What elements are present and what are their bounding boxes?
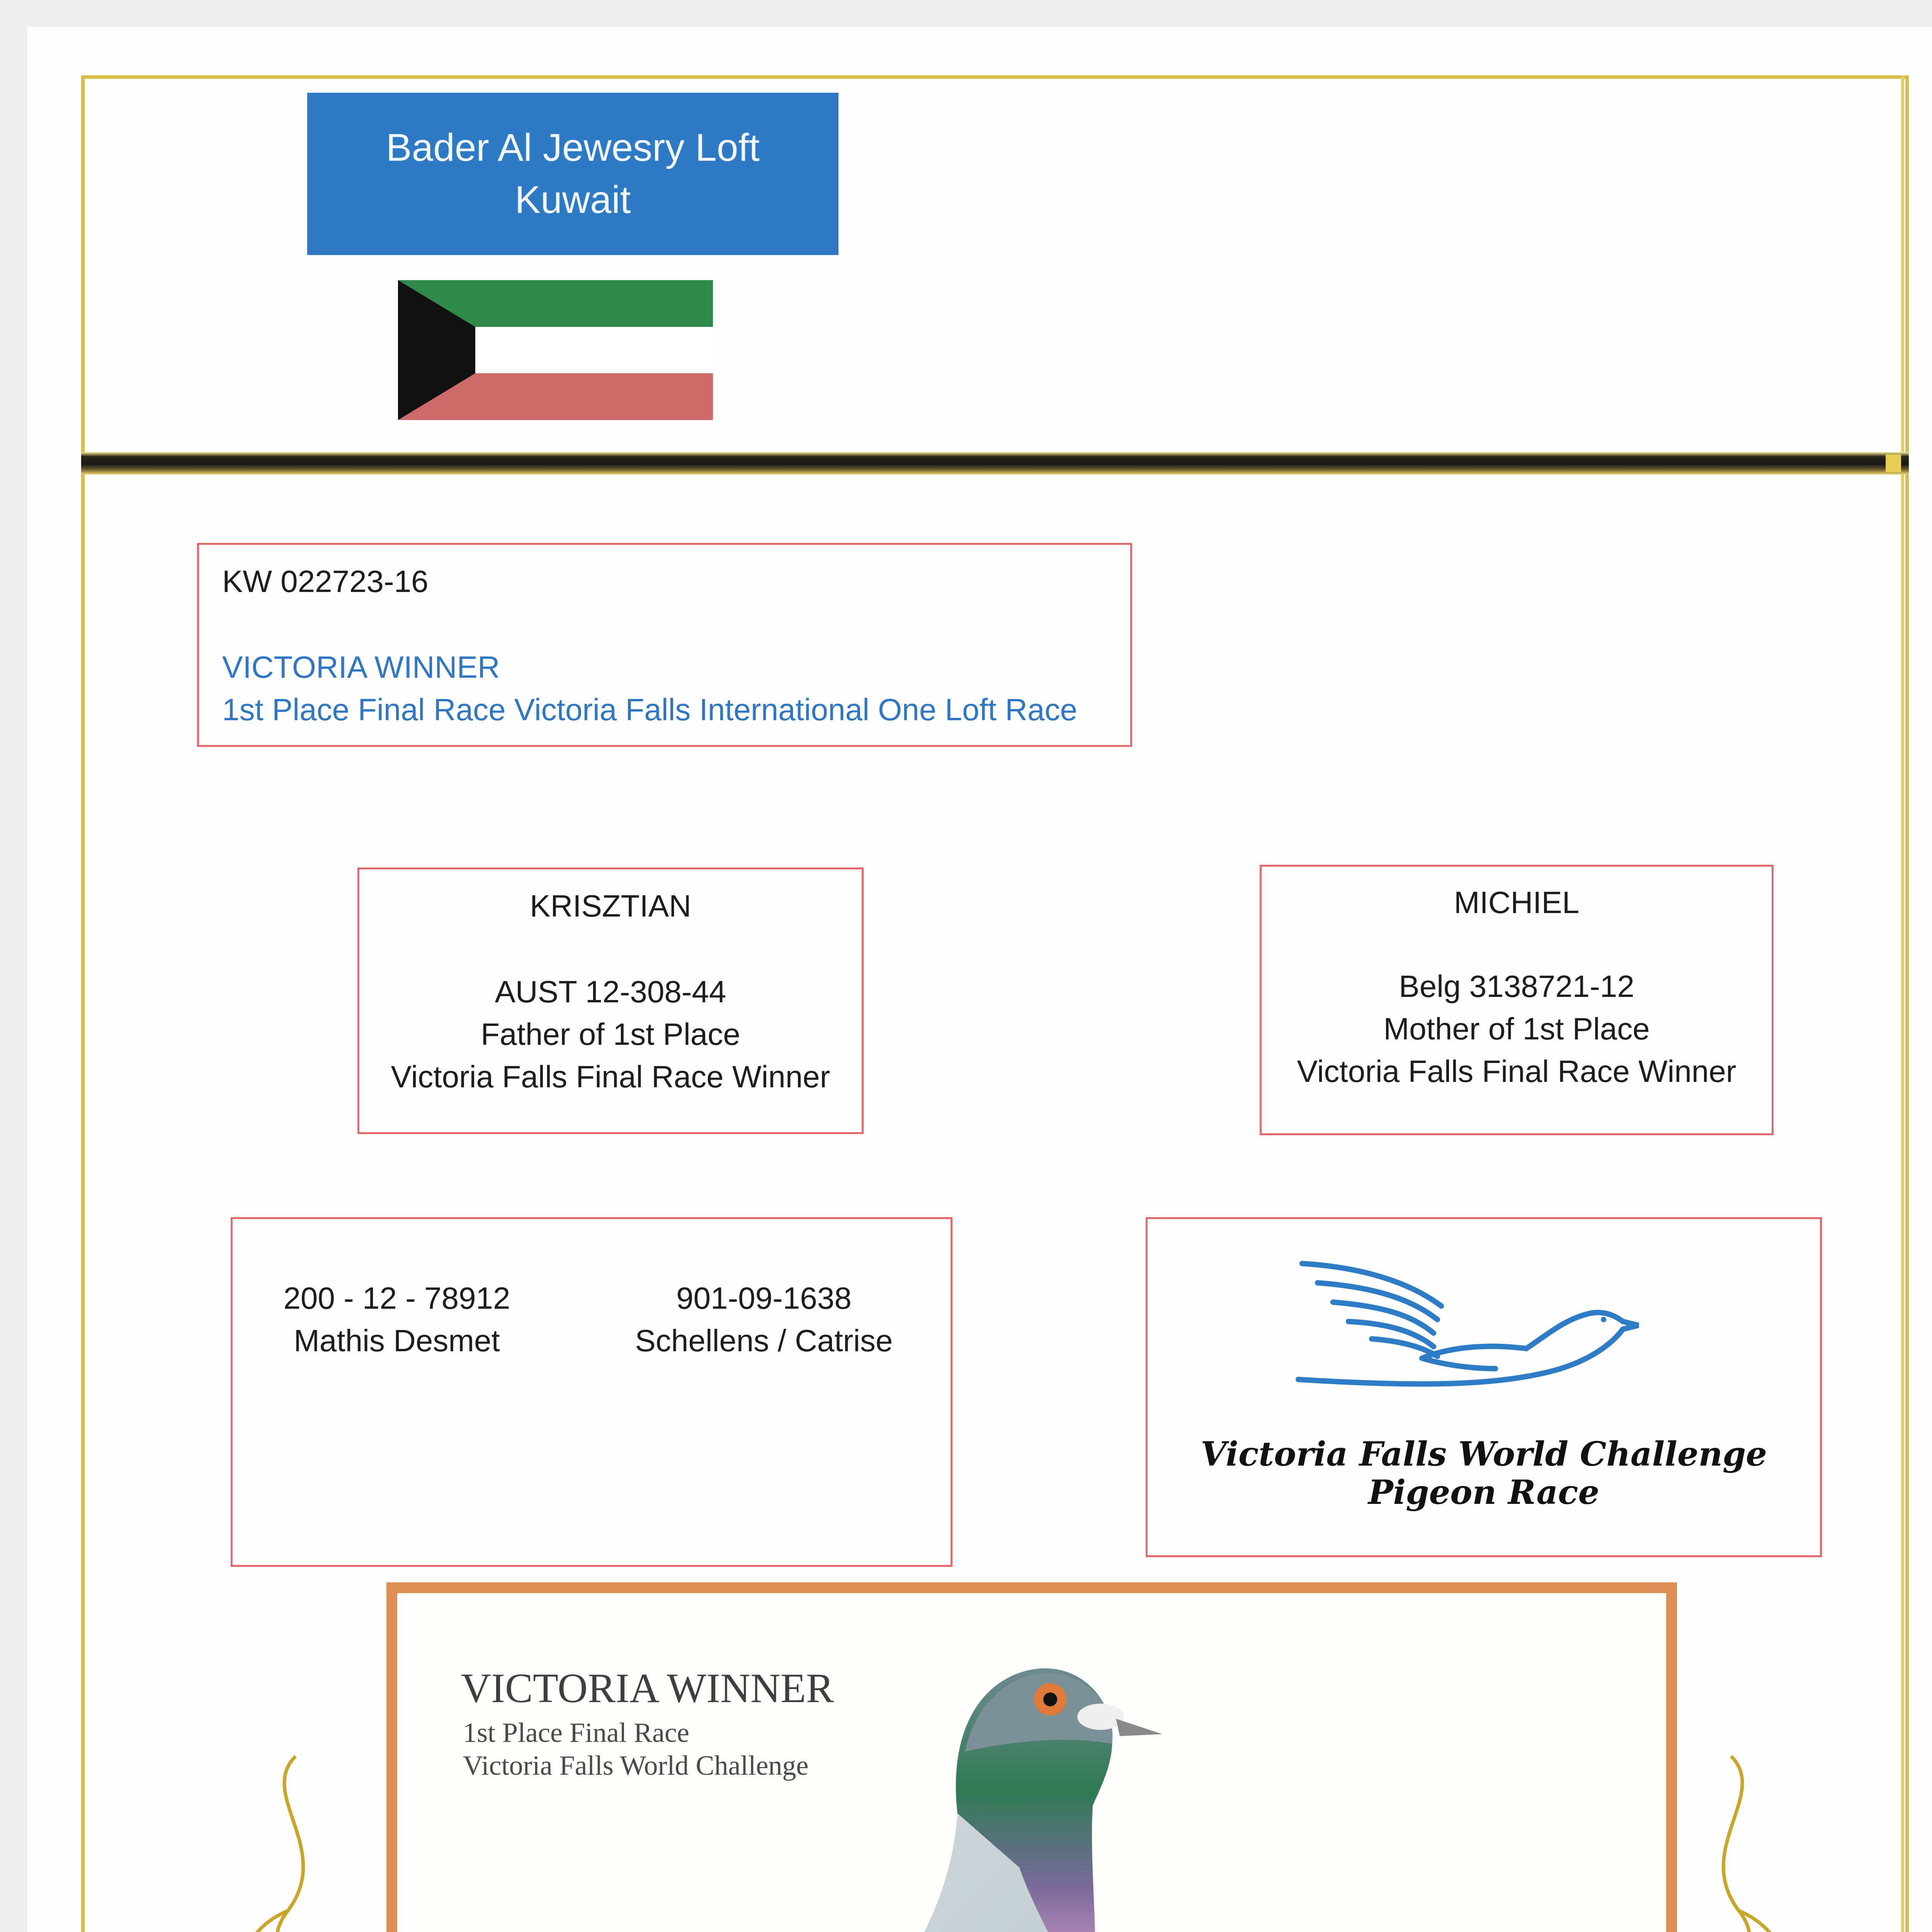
sire-name: KRISZTIAN — [530, 889, 691, 923]
right-scroll-ornament-icon — [1677, 1748, 1816, 1932]
dam-ring: Belg 3138721-12 — [1399, 969, 1634, 1003]
divider-gold-cap — [1886, 454, 1901, 472]
ancestor-2-ring: 901-09-1638 — [676, 1281, 852, 1315]
race-logo-line2: Pigeon Race — [1368, 1473, 1600, 1512]
main-bird-achievement: 1st Place Final Race Victoria Falls International One Loft Race — [222, 692, 1077, 727]
photo-line2: Victoria Falls World Challenge — [463, 1750, 809, 1781]
ancestor-1-ring: 200 - 12 - 78912 — [283, 1281, 510, 1315]
main-bird-title: VICTORIA WINNER — [222, 650, 500, 684]
photo-line1: 1st Place Final Race — [463, 1717, 689, 1748]
loft-country: Kuwait — [515, 178, 631, 221]
left-scroll-ornament-icon — [211, 1748, 350, 1932]
dam-name: MICHIEL — [1454, 885, 1580, 920]
pigeon-illustration — [467, 1651, 1317, 1932]
loft-name-badge — [307, 93, 838, 255]
dam-relation: Mother of 1st Place — [1383, 1012, 1650, 1046]
sire-box — [357, 867, 864, 1134]
loft-name: Bader Al Jewesry Loft — [386, 126, 760, 169]
gold-border-inner — [1901, 75, 1904, 1932]
race-logo-box — [1146, 1217, 1822, 1557]
sire-relation: Father of 1st Place — [481, 1017, 740, 1051]
dove-icon — [1294, 1256, 1669, 1406]
header-divider — [81, 452, 1909, 474]
dam-box — [1260, 865, 1774, 1135]
ancestors-box — [231, 1217, 952, 1567]
sire-ring: AUST 12-308-44 — [495, 975, 726, 1009]
main-bird-box — [197, 543, 1132, 747]
photo-title: VICTORIA WINNER — [461, 1665, 834, 1711]
ancestor-2-breeder: Schellens / Catrise — [635, 1323, 893, 1358]
sire-note: Victoria Falls Final Race Winner — [391, 1060, 830, 1094]
winner-photo-card — [386, 1582, 1677, 1932]
main-bird-ring: KW 022723-16 — [222, 564, 429, 599]
dam-note: Victoria Falls Final Race Winner — [1297, 1054, 1736, 1088]
race-logo-line1: Victoria Falls World Challenge — [1201, 1435, 1767, 1474]
ancestor-1-breeder: Mathis Desmet — [294, 1323, 500, 1358]
kuwait-flag-icon — [398, 280, 713, 420]
